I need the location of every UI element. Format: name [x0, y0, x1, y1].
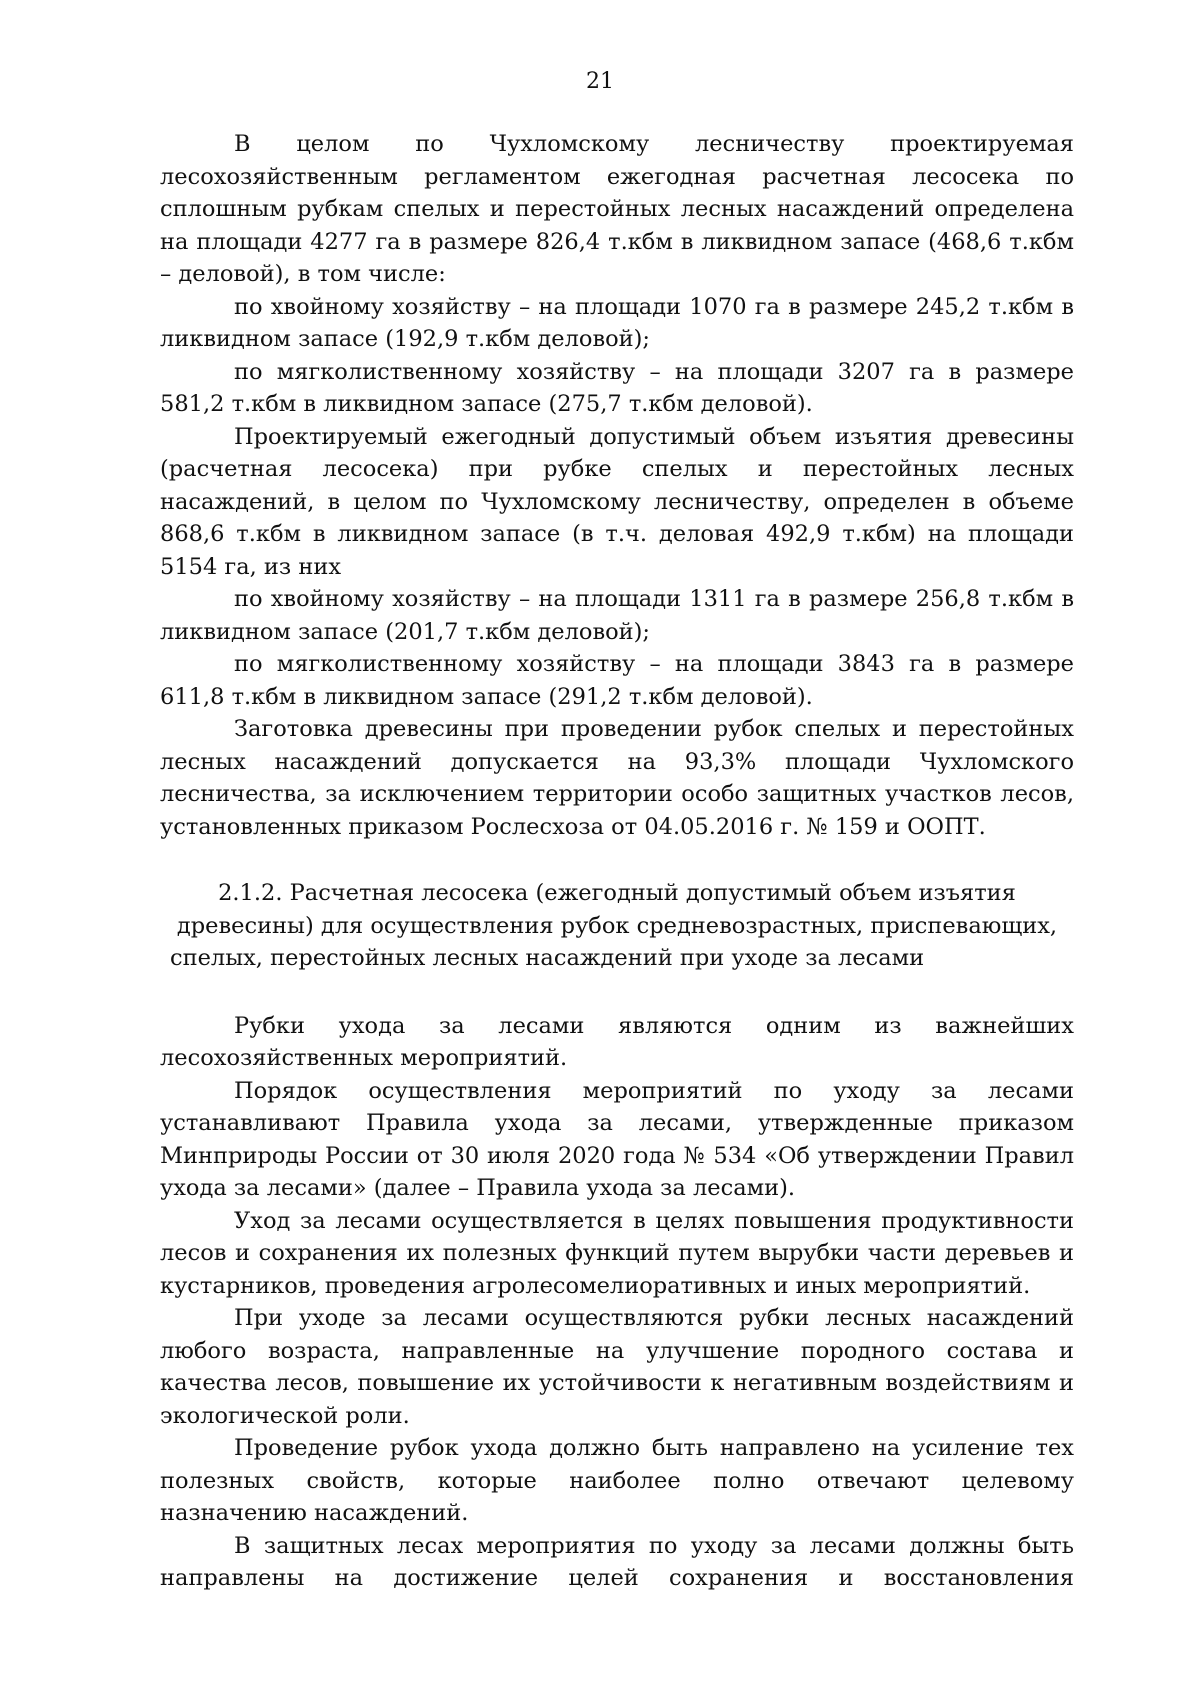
paragraph: Проектируемый ежегодный допустимый объем изъятия древесины (расчетная лесосека) при рубке спелых и перестойных лесных насаждений, в целом по Чухломскому лесничеству, определен в объеме 868,6 т.кбм в ликвидном запасе (в т.ч. деловая 492,9 т.кбм) на площади 5154 га, из них [160, 423, 1074, 580]
document-body [160, 128, 1074, 1595]
page-number: 21 [586, 69, 614, 94]
paragraph: При уходе за лесами осуществляются рубки лесных насаждений любого возраста, направленные на улучшение породного состава и качества лесов, повышение их устойчивости к негативным воздействиям и экологической роли. [160, 1305, 1074, 1429]
paragraph: Уход за лесами осуществляется в целях повышения продуктивности лесов и сохранения их полезных функций путем вырубки части деревьев и кустарников, проведения агролесомелиоративных и иных мероприятий. [160, 1207, 1074, 1299]
paragraph: Рубки ухода за лесами являются одним из важнейших лесохозяйственных мероприятий. [160, 1012, 1074, 1071]
paragraph: Заготовка древесины при проведении рубок спелых и перестойных лесных насаждений допускается на 93,3% площади Чухломского лесничества, за исключением территории особо защитных участков лесов, установленных приказом Рослесхоза от 04.05.2016 г. № 159 и ООПТ. [160, 716, 1074, 840]
paragraph: по мягколиственному хозяйству – на площади 3207 га в размере 581,2 т.кбм в ликвидном запасе (275,7 т.кбм деловой). [160, 358, 1074, 417]
paragraph: В защитных лесах мероприятия по уходу за лесами должны быть направлены на достижение целей сохранения и восстановления [160, 1532, 1074, 1591]
section-heading: 2.1.2. Расчетная лесосека (ежегодный допустимый объем изъятия древесины) для осуществления рубок средневозрастных, приспевающих, спелых, перестойных лесных насаждений при уходе за лесами [170, 880, 1058, 971]
paragraph: по мягколиственному хозяйству – на площади 3843 га в размере 611,8 т.кбм в ликвидном запасе (291,2 т.кбм деловой). [160, 651, 1074, 710]
paragraph: по хвойному хозяйству – на площади 1311 га в размере 256,8 т.кбм в ликвидном запасе (201,7 т.кбм деловой); [160, 586, 1074, 645]
paragraph: Порядок осуществления мероприятий по уходу за лесами устанавливают Правила ухода за лесами, утвержденные приказом Минприроды России от 30 июля 2020 года № 534 «Об утверждении Правил ухода за лесами» (далее – Правила ухода за лесами). [160, 1077, 1074, 1201]
paragraph: В целом по Чухломскому лесничеству проектируемая лесохозяйственным регламентом ежегодная расчетная лесосека по сплошным рубкам спелых и перестойных лесных насаждений определена на площади 4277 га в размере 826,4 т.кбм в ликвидном запасе (468,6 т.кбм – деловой), в том числе: [160, 131, 1074, 287]
paragraph: Проведение рубок ухода должно быть направлено на усиление тех полезных свойств, которые наиболее полно отвечают целевому назначению насаждений. [160, 1435, 1074, 1526]
paragraph: по хвойному хозяйству – на площади 1070 га в размере 245,2 т.кбм в ликвидном запасе (192,9 т.кбм деловой); [160, 293, 1074, 352]
